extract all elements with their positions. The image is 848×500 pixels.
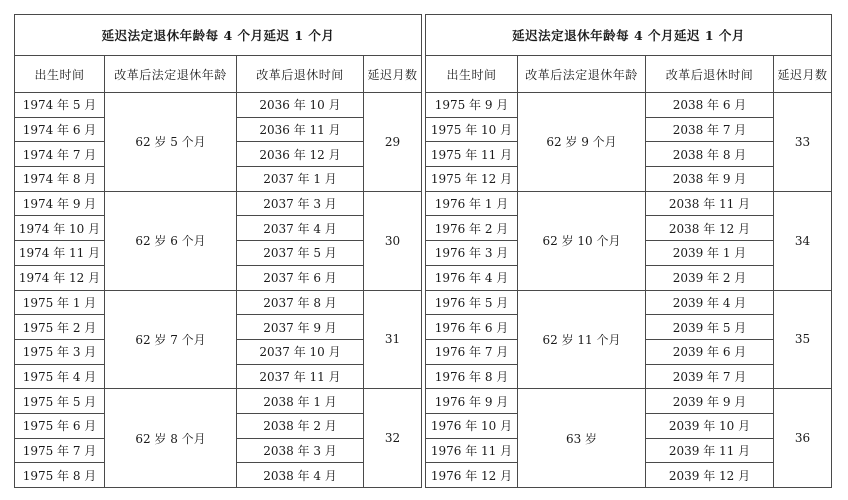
birth-time-cell: 1974 年 10 月 <box>15 216 105 241</box>
retirement-time-cell: 2039 年 12 月 <box>646 463 774 488</box>
retirement-age-cell: 62 岁 5 个月 <box>105 93 237 192</box>
birth-time-cell: 1976 年 3 月 <box>426 241 518 266</box>
birth-time-cell: 1975 年 8 月 <box>15 463 105 488</box>
delay-months-cell: 35 <box>774 290 832 389</box>
retirement-time-cell: 2036 年 12 月 <box>237 142 364 167</box>
delay-months-cell: 32 <box>364 389 422 488</box>
retirement-time-cell: 2037 年 4 月 <box>237 216 364 241</box>
retirement-table-left <box>14 14 422 488</box>
retirement-time-cell: 2037 年 9 月 <box>237 315 364 340</box>
delay-months-cell: 31 <box>364 290 422 389</box>
header-retirement-age: 改革后法定退休年龄 <box>105 56 237 93</box>
birth-time-cell: 1976 年 4 月 <box>426 265 518 290</box>
retirement-time-cell: 2037 年 10 月 <box>237 339 364 364</box>
table-title: 延迟法定退休年龄每 4 个月延迟 1 个月 <box>15 15 422 56</box>
birth-time-cell: 1976 年 11 月 <box>426 438 518 463</box>
retirement-time-cell: 2037 年 3 月 <box>237 191 364 216</box>
retirement-table <box>14 14 422 488</box>
birth-time-cell: 1974 年 12 月 <box>15 265 105 290</box>
retirement-table-right <box>425 14 832 488</box>
delay-months-cell: 36 <box>774 389 832 488</box>
birth-time-cell: 1976 年 2 月 <box>426 216 518 241</box>
retirement-time-cell: 2039 年 11 月 <box>646 438 774 463</box>
table-row <box>15 290 422 315</box>
table-title: 延迟法定退休年龄每 4 个月延迟 1 个月 <box>426 15 832 56</box>
retirement-time-cell: 2039 年 9 月 <box>646 389 774 414</box>
birth-time-cell: 1975 年 2 月 <box>15 315 105 340</box>
delay-months-cell: 30 <box>364 191 422 290</box>
retirement-time-cell: 2037 年 1 月 <box>237 167 364 192</box>
birth-time-cell: 1975 年 10 月 <box>426 117 518 142</box>
retirement-time-cell: 2037 年 8 月 <box>237 290 364 315</box>
birth-time-cell: 1975 年 9 月 <box>426 93 518 118</box>
retirement-time-cell: 2038 年 3 月 <box>237 438 364 463</box>
birth-time-cell: 1975 年 1 月 <box>15 290 105 315</box>
birth-time-cell: 1974 年 6 月 <box>15 117 105 142</box>
birth-time-cell: 1974 年 7 月 <box>15 142 105 167</box>
table-row <box>15 93 422 118</box>
birth-time-cell: 1974 年 11 月 <box>15 241 105 266</box>
birth-time-cell: 1976 年 9 月 <box>426 389 518 414</box>
header-birth-time: 出生时间 <box>15 56 105 93</box>
header-delay-months: 延迟月数 <box>774 56 832 93</box>
retirement-time-cell: 2037 年 11 月 <box>237 364 364 389</box>
retirement-time-cell: 2038 年 2 月 <box>237 413 364 438</box>
retirement-time-cell: 2038 年 7 月 <box>646 117 774 142</box>
retirement-time-cell: 2039 年 5 月 <box>646 315 774 340</box>
birth-time-cell: 1975 年 12 月 <box>426 167 518 192</box>
table-row <box>426 191 832 216</box>
header-retirement-age: 改革后法定退休年龄 <box>518 56 646 93</box>
header-delay-months: 延迟月数 <box>364 56 422 93</box>
delay-months-cell: 34 <box>774 191 832 290</box>
birth-time-cell: 1976 年 1 月 <box>426 191 518 216</box>
birth-time-cell: 1975 年 7 月 <box>15 438 105 463</box>
delay-months-cell: 29 <box>364 93 422 192</box>
retirement-time-cell: 2038 年 12 月 <box>646 216 774 241</box>
birth-time-cell: 1974 年 9 月 <box>15 191 105 216</box>
birth-time-cell: 1976 年 7 月 <box>426 339 518 364</box>
retirement-time-cell: 2038 年 6 月 <box>646 93 774 118</box>
birth-time-cell: 1976 年 12 月 <box>426 463 518 488</box>
header-birth-time: 出生时间 <box>426 56 518 93</box>
table-row <box>426 290 832 315</box>
retirement-age-cell: 62 岁 8 个月 <box>105 389 237 488</box>
retirement-age-cell: 62 岁 7 个月 <box>105 290 237 389</box>
retirement-table <box>425 14 832 488</box>
retirement-time-cell: 2036 年 11 月 <box>237 117 364 142</box>
retirement-age-cell: 62 岁 6 个月 <box>105 191 237 290</box>
birth-time-cell: 1976 年 8 月 <box>426 364 518 389</box>
retirement-age-cell: 62 岁 11 个月 <box>518 290 646 389</box>
retirement-time-cell: 2038 年 8 月 <box>646 142 774 167</box>
birth-time-cell: 1975 年 5 月 <box>15 389 105 414</box>
retirement-time-cell: 2039 年 6 月 <box>646 339 774 364</box>
retirement-time-cell: 2039 年 4 月 <box>646 290 774 315</box>
retirement-time-cell: 2038 年 1 月 <box>237 389 364 414</box>
birth-time-cell: 1975 年 6 月 <box>15 413 105 438</box>
retirement-age-cell: 62 岁 10 个月 <box>518 191 646 290</box>
table-row <box>426 389 832 414</box>
retirement-time-cell: 2039 年 1 月 <box>646 241 774 266</box>
retirement-time-cell: 2036 年 10 月 <box>237 93 364 118</box>
birth-time-cell: 1975 年 11 月 <box>426 142 518 167</box>
birth-time-cell: 1974 年 5 月 <box>15 93 105 118</box>
birth-time-cell: 1974 年 8 月 <box>15 167 105 192</box>
delay-months-cell: 33 <box>774 93 832 192</box>
header-retirement-time: 改革后退休时间 <box>237 56 364 93</box>
table-row <box>426 93 832 118</box>
retirement-time-cell: 2037 年 6 月 <box>237 265 364 290</box>
table-row <box>15 191 422 216</box>
retirement-age-cell: 63 岁 <box>518 389 646 488</box>
retirement-time-cell: 2039 年 10 月 <box>646 413 774 438</box>
retirement-time-cell: 2037 年 5 月 <box>237 241 364 266</box>
birth-time-cell: 1976 年 6 月 <box>426 315 518 340</box>
birth-time-cell: 1975 年 3 月 <box>15 339 105 364</box>
retirement-age-cell: 62 岁 9 个月 <box>518 93 646 192</box>
retirement-time-cell: 2038 年 4 月 <box>237 463 364 488</box>
retirement-time-cell: 2038 年 11 月 <box>646 191 774 216</box>
birth-time-cell: 1975 年 4 月 <box>15 364 105 389</box>
table-row <box>15 389 422 414</box>
retirement-time-cell: 2039 年 7 月 <box>646 364 774 389</box>
retirement-time-cell: 2039 年 2 月 <box>646 265 774 290</box>
header-retirement-time: 改革后退休时间 <box>646 56 774 93</box>
birth-time-cell: 1976 年 10 月 <box>426 413 518 438</box>
retirement-time-cell: 2038 年 9 月 <box>646 167 774 192</box>
birth-time-cell: 1976 年 5 月 <box>426 290 518 315</box>
